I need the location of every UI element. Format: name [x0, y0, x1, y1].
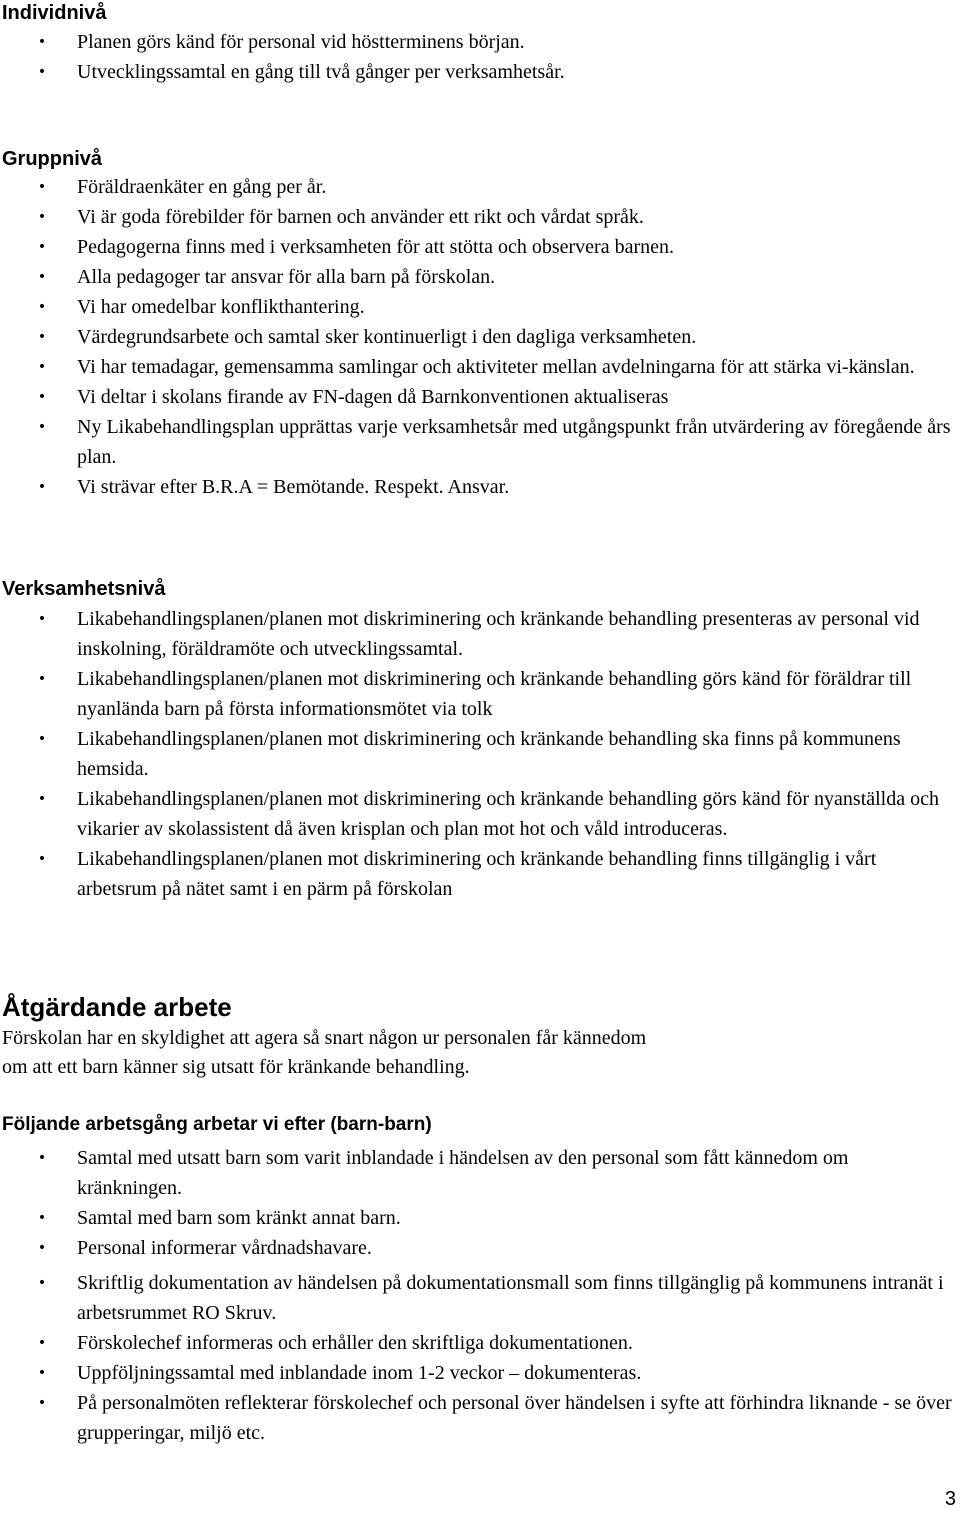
bullet-icon: •: [37, 359, 47, 375]
paragraph-line: om att ett barn känner sig utsatt för kränkande behandling.: [2, 1056, 470, 1078]
section-individniva: [0, 0, 960, 87]
bullet-icon: •: [37, 671, 47, 687]
section-verksamhetsniva: [0, 576, 960, 904]
bullet-icon: •: [37, 419, 47, 435]
bullet-list: [0, 172, 960, 502]
bullet-icon: •: [37, 299, 47, 315]
section-heading: Följande arbetsgång arbetar vi efter (barn-barn): [2, 1114, 432, 1135]
section-heading: Gruppnivå: [2, 148, 103, 170]
list-item: • Likabehandlingsplanen/planen mot diskriminering och kränkande behandling presenteras av personal vid inskolning, föräldramöte och utvecklingssamtal.: [0, 604, 960, 664]
list-item: • Utvecklingssamtal en gång till två gånger per verksamhetsår.: [0, 57, 960, 87]
bullet-icon: •: [37, 269, 47, 285]
list-item: • Uppföljningssamtal med inblandade inom 1-2 veckor – dokumenteras.: [0, 1358, 960, 1388]
list-item: • Likabehandlingsplanen/planen mot diskriminering och kränkande behandling ska finns på kommunens hemsida.: [0, 724, 960, 784]
list-item: • Likabehandlingsplanen/planen mot diskriminering och kränkande behandling görs känd för nyanställda och vikarier av skolassistent då även krisplan och plan mot hot och våld introduceras.: [0, 784, 960, 844]
list-item: • Samtal med barn som kränkt annat barn.: [0, 1203, 960, 1233]
list-item: • Skriftlig dokumentation av händelsen på dokumentationsmall som finns tillgänglig på kommunens intranät i arbetsrummet RO Skruv.: [0, 1268, 960, 1328]
list-item: • Likabehandlingsplanen/planen mot diskriminering och kränkande behandling finns tillgänglig i vårt arbetsrum på nätet samt i en pärm på förskolan: [0, 844, 960, 904]
bullet-icon: •: [37, 1365, 47, 1381]
bullet-icon: •: [37, 209, 47, 225]
bullet-icon: •: [37, 1150, 47, 1166]
bullet-list: [0, 27, 960, 87]
section-gruppniva: [0, 146, 960, 502]
bullet-icon: •: [37, 1335, 47, 1351]
list-item: • Personal informerar vårdnadshavare.: [0, 1233, 960, 1263]
bullet-icon: •: [37, 791, 47, 807]
bullet-icon: •: [37, 1395, 47, 1411]
list-item: • Vi har temadagar, gemensamma samlingar och aktiviteter mellan avdelningarna för att stärka vi-känslan.: [0, 352, 960, 382]
bullet-icon: •: [37, 389, 47, 405]
bullet-icon: •: [37, 329, 47, 345]
bullet-list: [0, 1143, 960, 1448]
section-heading: Verksamhetsnivå: [2, 578, 166, 600]
list-item: • Föräldraenkäter en gång per år.: [0, 172, 960, 202]
bullet-icon: •: [37, 179, 47, 195]
bullet-icon: •: [37, 851, 47, 867]
bullet-list: [0, 604, 960, 904]
bullet-icon: •: [37, 1240, 47, 1256]
list-item: • Förskolechef informeras och erhåller den skriftliga dokumentationen.: [0, 1328, 960, 1358]
paragraph-line: Förskolan har en skyldighet att agera så snart någon ur personalen får kännedom: [2, 1027, 647, 1049]
bullet-icon: •: [37, 64, 47, 80]
section-arbetsgang: [0, 1113, 960, 1448]
bullet-icon: •: [37, 1210, 47, 1226]
list-item: • Ny Likabehandlingsplan upprättas varje verksamhetsår med utgångspunkt från utvärdering av föregående års plan.: [0, 412, 960, 472]
section-atgardande-arbete: [0, 992, 960, 1082]
bullet-icon: •: [37, 239, 47, 255]
bullet-icon: •: [37, 34, 47, 50]
bullet-icon: •: [37, 1275, 47, 1291]
section-heading: Individnivå: [2, 2, 107, 24]
list-item: • Pedagogerna finns med i verksamheten för att stötta och observera barnen.: [0, 232, 960, 262]
list-item: • På personalmöten reflekterar förskolechef och personal över händelsen i syfte att förhindra liknande - se över grupperingar, miljö etc.: [0, 1388, 960, 1448]
list-item: • Vi deltar i skolans firande av FN-dagen då Barnkonventionen aktualiseras: [0, 382, 960, 412]
section-heading: Åtgärdande arbete: [2, 992, 232, 1022]
list-item: • Alla pedagoger tar ansvar för alla barn på förskolan.: [0, 262, 960, 292]
list-item: • Vi har omedelbar konflikthantering.: [0, 292, 960, 322]
bullet-icon: •: [37, 611, 47, 627]
list-item: • Planen görs känd för personal vid höstterminens början.: [0, 27, 960, 57]
list-item: • Vi är goda förebilder för barnen och använder ett rikt och vårdat språk.: [0, 202, 960, 232]
list-item: • Värdegrundsarbete och samtal sker kontinuerligt i den dagliga verksamheten.: [0, 322, 960, 352]
list-item: • Likabehandlingsplanen/planen mot diskriminering och kränkande behandling görs känd för föräldrar till nyanlända barn på första informationsmötet via tolk: [0, 664, 960, 724]
list-item: • Vi strävar efter B.R.A = Bemötande. Respekt. Ansvar.: [0, 472, 960, 502]
bullet-icon: •: [37, 731, 47, 747]
list-item: • Samtal med utsatt barn som varit inblandade i händelsen av den personal som fått kännedom om kränkningen.: [0, 1143, 960, 1203]
page-number: 3: [944, 1488, 956, 1510]
bullet-icon: •: [37, 479, 47, 495]
